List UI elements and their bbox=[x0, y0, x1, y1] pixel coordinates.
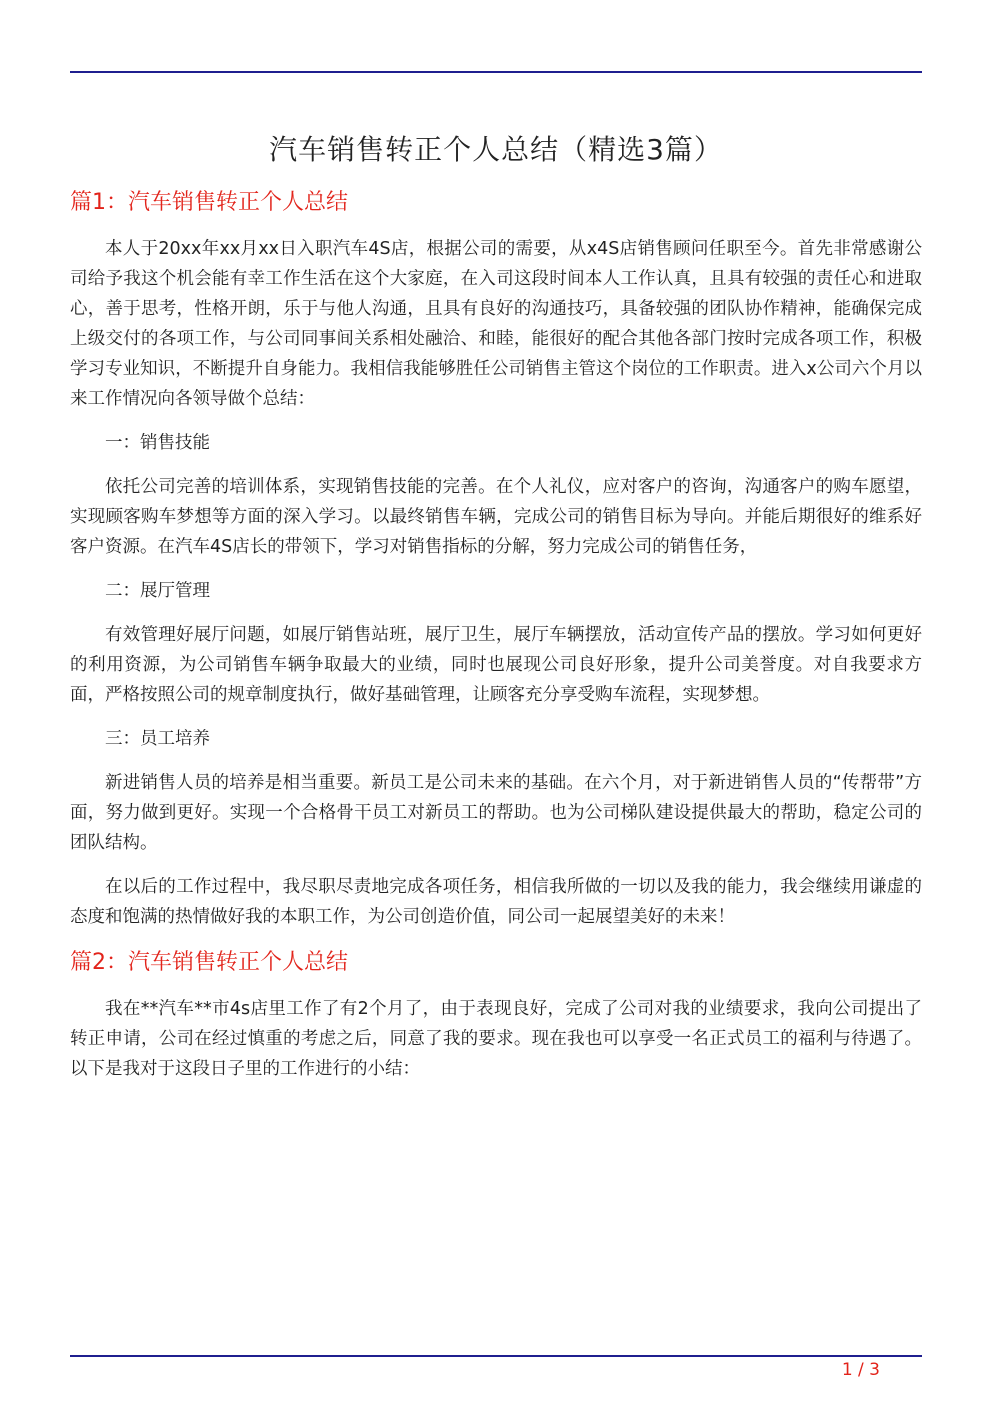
footer-rule bbox=[70, 1355, 922, 1357]
header-rule bbox=[70, 71, 922, 73]
document-title: 汽车销售转正个人总结（精选3篇） bbox=[269, 133, 723, 166]
section-heading-2: 篇2：汽车销售转正个人总结 bbox=[70, 950, 348, 975]
section1-closing: 在以后的工作过程中，我尽职尽责地完成各项任务，相信我所做的一切以及我的能力，我会继续用谦虚的态度和饱满的热情做好我的本职工作，为公司创造价值，同公司一起展望美好的未来！ bbox=[70, 877, 922, 927]
sales-skills-text: 依托公司完善的培训体系，实现销售技能的完善。在个人礼仪，应对客户的咨询，沟通客户的购车愿望，实现顾客购车梦想等方面的深入学习。以最终销售车辆，完成公司的销售目标为导向。并能后期很好的维系好客户资源。在汽车4S店长的带领下，学习对销售指标的分解，努力完成公司的销售任务， bbox=[70, 477, 922, 557]
section1-intro: 本人于20xx年xx月xx日入职汽车4S店，根据公司的需要，从x4S店销售顾问任职至今。首先非常感谢公司给予我这个机会能有幸工作生活在这个大家庭，在入司这段时间本人工作认真，且具有较强的责任心和进取心，善于思考，性格开朗，乐于与他人沟通，且具有良好的沟通技巧，具备较强的团队协作精神，能确保完成上级交付的各项工作，与公司同事间关系相处融洽、和睦，能很好的配合其他各部门按时完成各项工作，积极学习专业知识，不断提升自身能力。我相信我能够胜任公司销售主管这个岗位的工作职责。进入x公司六个月以来工作情况向各领导做个总结： bbox=[70, 239, 922, 409]
section-heading-1: 篇1：汽车销售转正个人总结 bbox=[70, 190, 348, 215]
document-body bbox=[70, 186, 922, 1098]
subheading-sales-skills: 一：销售技能 bbox=[105, 433, 210, 453]
showroom-text: 有效管理好展厅问题，如展厅销售站班，展厅卫生，展厅车辆摆放，活动宣传产品的摆放。学习如何更好的利用资源，为公司销售车辆争取最大的业绩，同时也展现公司良好形象，提升公司美誉度。对自我要求方面，严格按照公司的规章制度执行，做好基础管理，让顾客充分享受购车流程，实现梦想。 bbox=[70, 625, 922, 705]
section2-intro: 我在**汽车**市4s店里工作了有2个月了，由于表现良好，完成了公司对我的业绩要求，我向公司提出了转正申请，公司在经过慎重的考虑之后，同意了我的要求。现在我也可以享受一名正式员工的福利与待遇了。以下是我对于这段日子里的工作进行的小结： bbox=[70, 999, 922, 1079]
page-indicator: 1 / 3 bbox=[841, 1360, 880, 1380]
subheading-training: 三：员工培养 bbox=[105, 729, 210, 749]
subheading-showroom: 二：展厅管理 bbox=[105, 581, 210, 601]
training-text: 新进销售人员的培养是相当重要。新员工是公司未来的基础。在六个月，对于新进销售人员的“传帮带”方面，努力做到更好。实现一个合格骨干员工对新员工的帮助。也为公司梯队建设提供最大的帮助，稳定公司的团队结构。 bbox=[70, 773, 922, 853]
